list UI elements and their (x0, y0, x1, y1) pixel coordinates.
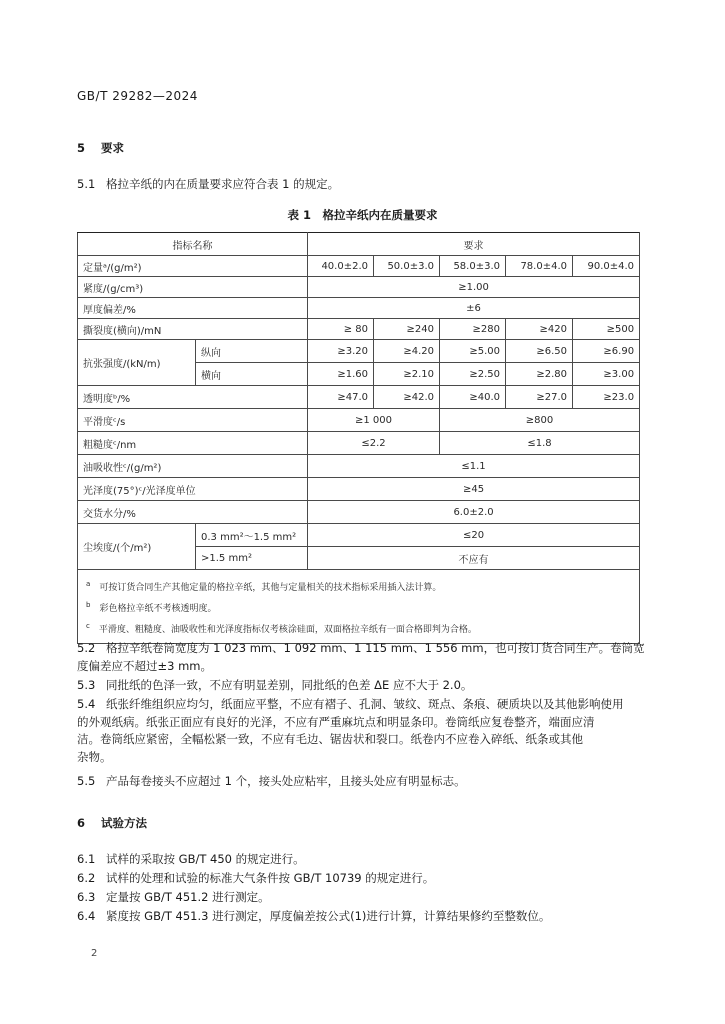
table-notes (78, 570, 640, 644)
clause-line (77, 696, 667, 714)
table-note-c (86, 618, 631, 639)
cell: ≥1.60 (308, 363, 374, 386)
cell: ≤2.2 (308, 432, 440, 455)
section-5-heading (77, 140, 124, 156)
cell: ≥800 (440, 409, 640, 432)
clause-5-4 (77, 696, 667, 766)
clause-number: 6.4 (77, 909, 96, 923)
standard-code: GB/T 29282—2024 (77, 89, 198, 103)
cell: 6.0±2.0 (308, 501, 640, 524)
cell: ≥45 (308, 478, 640, 501)
table-row (78, 277, 640, 298)
header-requirement: 要求 (308, 233, 640, 256)
table-row (78, 409, 640, 432)
clause-text: 定量按 GB/T 451.2 进行测定。 (106, 890, 270, 904)
cell: ≥6.90 (573, 340, 640, 363)
cell: ≥1.00 (308, 277, 640, 298)
clause-6-4 (77, 908, 667, 926)
cell: ≥23.0 (573, 386, 640, 409)
clause-number: 5.4 (77, 697, 96, 711)
table-note-b (86, 597, 631, 618)
sub-label: 0.3 mm²～1.5 mm² (196, 524, 308, 547)
clause-line: 度偏差应不超过±3 mm。 (77, 658, 213, 673)
cell: ≥ 80 (308, 319, 374, 340)
cell: ≤1.8 (440, 432, 640, 455)
note-text: 平滑度、粗糙度、油吸收性和光泽度指标仅考核涂硅面，双面格拉辛纸有一面合格即判为合格。 (98, 625, 477, 635)
section-number: 5 (77, 141, 86, 155)
note-mark: c (86, 622, 90, 630)
cell: ≥420 (506, 319, 573, 340)
table-row (78, 386, 640, 409)
clause-text: 格拉辛纸卷筒宽度为 1 023 mm、1 092 mm、1 115 mm、1 556 mm，也可按订货合同生产。卷筒宽 (106, 641, 645, 655)
note-text: 可按订货合同生产其他定量的格拉辛纸，其他与定量相关的技术指标采用插入法计算。 (99, 583, 442, 593)
cell: ≥27.0 (506, 386, 573, 409)
clause-number: 6.1 (77, 852, 96, 866)
sub-label: 横向 (196, 363, 308, 386)
clause-text: 试样的采取按 GB/T 450 的规定进行。 (106, 852, 305, 866)
note-text: 彩色格拉辛纸不考核透明度。 (99, 604, 217, 614)
page-number: 2 (91, 948, 98, 959)
cell: ≥1 000 (308, 409, 440, 432)
section-title: 试验方法 (101, 816, 147, 830)
sub-label: 纵向 (196, 340, 308, 363)
clause-number: 6.2 (77, 871, 96, 885)
table-row (78, 340, 640, 363)
clause-number: 6.3 (77, 890, 96, 904)
row-label: 抗张强度/(kN/m) (78, 340, 196, 386)
clause-text: 同批纸的色泽一致，不应有明显差别，同批纸的色差 ΔE 应不大于 2.0。 (106, 678, 473, 692)
clause-6-1 (77, 851, 667, 869)
clause-text: 纸张纤维组织应均匀，纸面应平整，不应有褶子、孔洞、皱纹、斑点、条痕、硬质块以及其他影响使用 (106, 697, 624, 711)
clause-text: 格拉辛纸的内在质量要求应符合表 1 的规定。 (106, 177, 340, 191)
table-row (78, 298, 640, 319)
sub-label: >1.5 mm² (196, 547, 308, 570)
cell: ≥42.0 (374, 386, 440, 409)
cell: ≥47.0 (308, 386, 374, 409)
note-mark: b (86, 601, 91, 609)
cell: ≥40.0 (440, 386, 506, 409)
row-label: 交货水分/% (78, 501, 308, 524)
clause-number: 5.1 (77, 177, 96, 191)
clause-line: 杂物。 (77, 749, 112, 764)
cell: ≥5.00 (440, 340, 506, 363)
cell: ≥6.50 (506, 340, 573, 363)
clause-5-3 (77, 677, 667, 695)
clause-text: 产品每卷接头不应超过 1 个，接头处应粘牢，且接头处应有明显标志。 (106, 774, 466, 788)
clause-number: 5.2 (77, 641, 96, 655)
table-header-row (78, 233, 640, 256)
table-row (78, 501, 640, 524)
cell: ±6 (308, 298, 640, 319)
clause-line (77, 640, 667, 658)
cell: ≥2.10 (374, 363, 440, 386)
cell: 90.0±4.0 (573, 256, 640, 277)
cell: ≥500 (573, 319, 640, 340)
table-row (78, 455, 640, 478)
clause-6-3 (77, 889, 667, 907)
cell: 不应有 (308, 547, 640, 570)
clause-6-2 (77, 870, 667, 888)
cell: 78.0±4.0 (506, 256, 573, 277)
row-label: 粗糙度ᶜ/nm (78, 432, 308, 455)
table-title: 表 1 格拉辛纸内在质量要求 (287, 208, 438, 222)
table-notes-row (78, 570, 640, 644)
cell: ≥3.20 (308, 340, 374, 363)
row-label: 平滑度ᶜ/s (78, 409, 308, 432)
cell: ≥2.80 (506, 363, 573, 386)
row-label: 尘埃度/(个/m²) (78, 524, 196, 570)
cell: ≥4.20 (374, 340, 440, 363)
cell: ≤20 (308, 524, 640, 547)
cell: ≥240 (374, 319, 440, 340)
note-mark: a (86, 580, 91, 588)
cell: 58.0±3.0 (440, 256, 506, 277)
header-indicator-name: 指标名称 (78, 233, 308, 256)
cell: 50.0±3.0 (374, 256, 440, 277)
clause-line: 洁。卷筒纸应紧密，全幅松紧一致，不应有毛边、锯齿状和裂口。纸卷内不应卷入碎纸、纸条或其他 (77, 732, 583, 747)
table-row (78, 524, 640, 547)
clause-number: 5.3 (77, 678, 96, 692)
section-number: 6 (77, 816, 86, 830)
row-label: 透明度ᵇ/% (78, 386, 308, 409)
table-row (78, 319, 640, 340)
section-title: 要求 (101, 141, 124, 155)
clause-line: 的外观纸病。纸张正面应有良好的光泽，不应有严重麻坑点和明显条印。卷筒纸应复卷整齐，端面应清 (77, 714, 595, 729)
cell: ≥2.50 (440, 363, 506, 386)
quality-requirements-table (77, 232, 640, 644)
clause-5-2 (77, 640, 667, 675)
clause-5-1 (77, 176, 667, 194)
clause-number: 5.5 (77, 774, 96, 788)
clause-text: 试样的处理和试验的标准大气条件按 GB/T 10739 的规定进行。 (106, 871, 435, 885)
row-label: 油吸收性ᶜ/(g/m²) (78, 455, 308, 478)
cell: 40.0±2.0 (308, 256, 374, 277)
row-label: 定量ᵃ/(g/m²) (78, 256, 308, 277)
row-label: 厚度偏差/% (78, 298, 308, 319)
cell: ≥3.00 (573, 363, 640, 386)
cell: ≤1.1 (308, 455, 640, 478)
row-label: 光泽度(75°)ᶜ/光泽度单位 (78, 478, 308, 501)
clause-5-5 (77, 773, 667, 791)
clause-text: 紧度按 GB/T 451.3 进行测定，厚度偏差按公式(1)进行计算，计算结果修约至整数位。 (106, 909, 551, 923)
row-label: 撕裂度(横向)/mN (78, 319, 308, 340)
section-6-heading (77, 815, 147, 831)
table-row (78, 432, 640, 455)
table-row (78, 256, 640, 277)
cell: ≥280 (440, 319, 506, 340)
row-label: 紧度/(g/cm³) (78, 277, 308, 298)
table-row (78, 478, 640, 501)
table-note-a (86, 576, 631, 597)
